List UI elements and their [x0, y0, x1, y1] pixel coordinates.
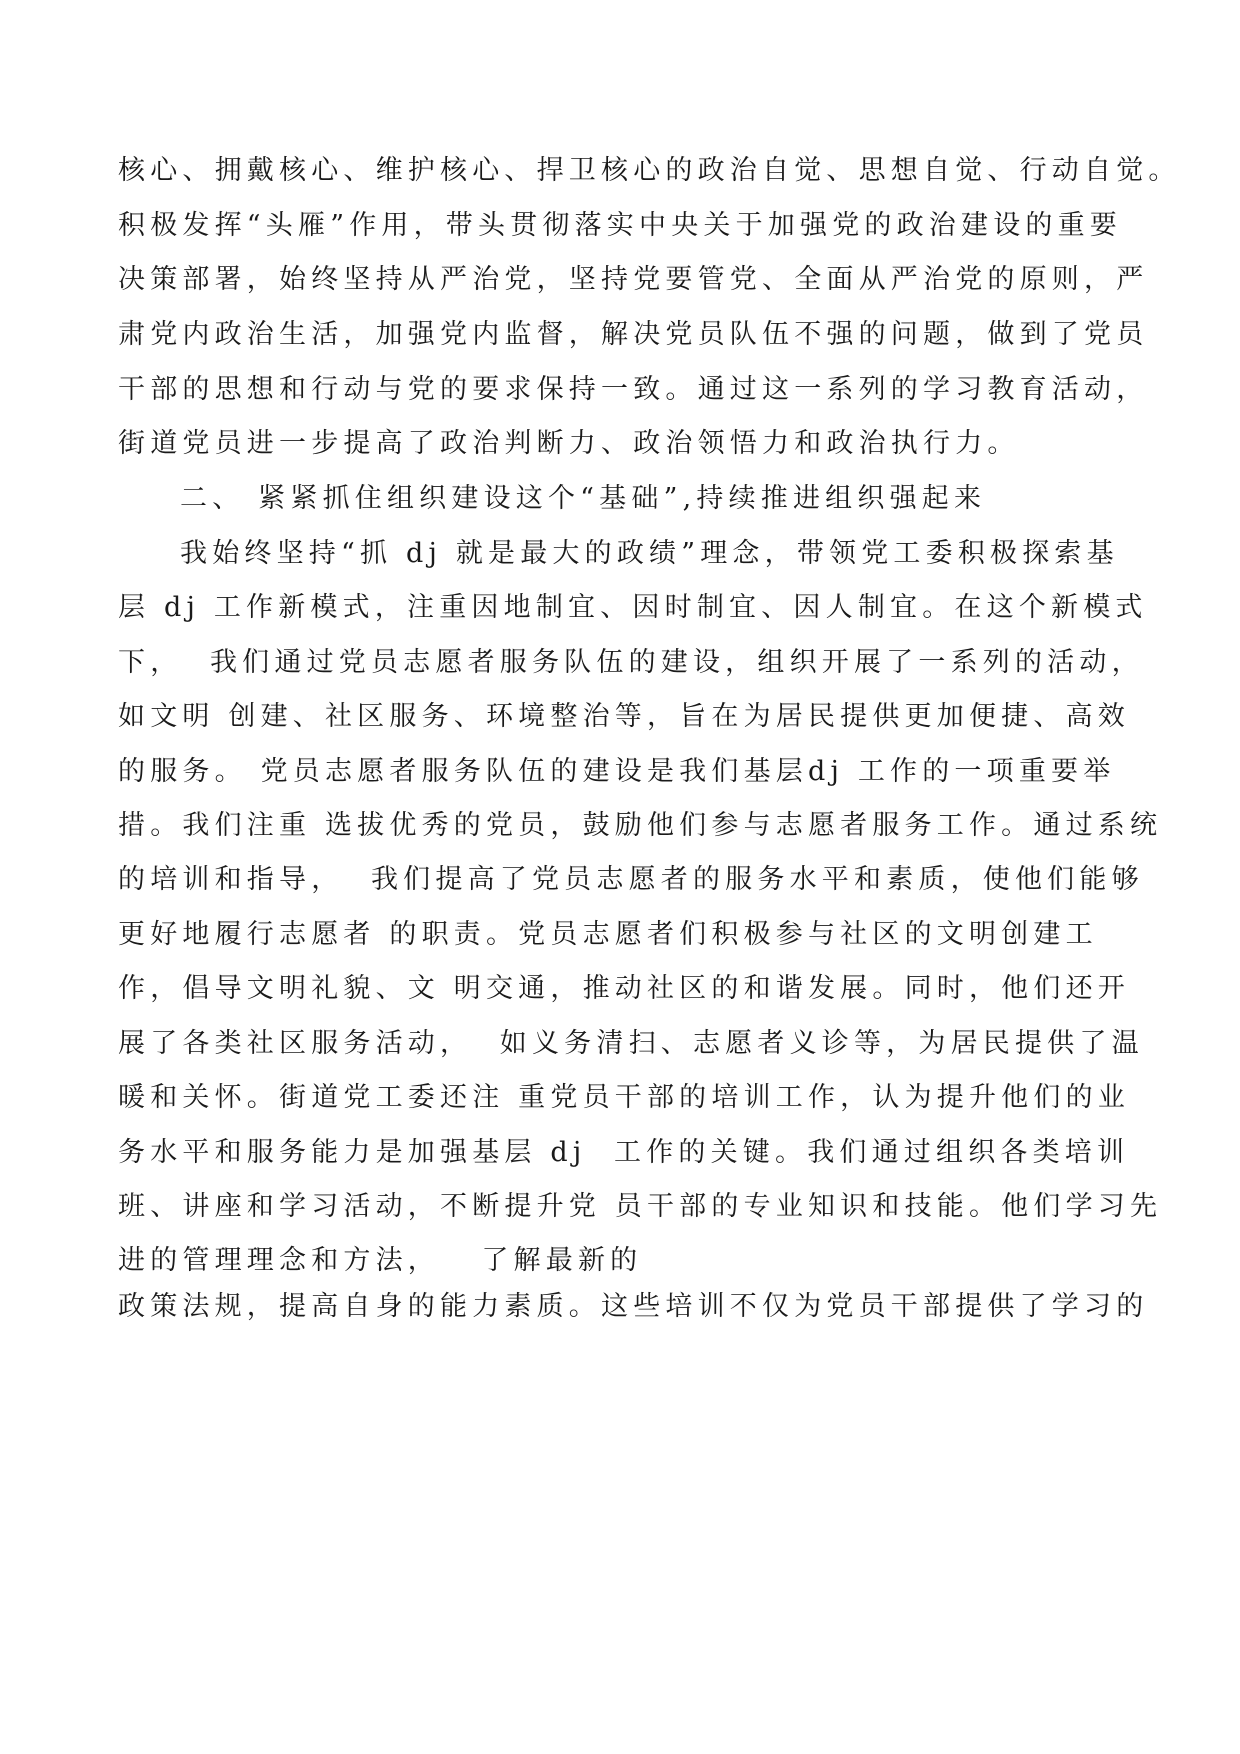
body-text-line: 层 dj 工作新模式，注重因地制宜、因时制宜、因人制宜。在这个新模式 [118, 592, 1148, 623]
body-text-line: 措。我们注重 选拔优秀的党员，鼓励他们参与志愿者服务工作。通过系统 [118, 810, 1163, 841]
body-text-line: 的培训和指导， 我们提高了党员志愿者的服务水平和素质，使他们能够 [118, 864, 1144, 895]
body-text-line: 更好地履行志愿者 的职责。党员志愿者们积极参与社区的文明创建工 [118, 919, 1098, 950]
body-text-line: 肃党内政治生活，加强党内监督，解决党员队伍不强的问题，做到了党员 [118, 319, 1149, 350]
body-text-line: 决策部署，始终坚持从严治党，坚持党要管党、全面从严治党的原则，严 [118, 264, 1149, 295]
body-text-line: 作，倡导文明礼貌、文 明交通，推动社区的和谐发展。同时，他们还开 [118, 973, 1130, 1004]
body-text-line: 干部的思想和行动与党的要求保持一致。通过这一系列的学习教育活动， [118, 374, 1149, 405]
body-text-line: 如文明 创建、社区服务、环境整治等，旨在为居民提供更加便捷、高效 [118, 701, 1130, 732]
body-text-line: 下， 我们通过党员志愿者服务队伍的建设，组织开展了一系列的活动， [118, 647, 1144, 678]
body-text-line: 政策法规，提高自身的能力素质。这些培训不仅为党员干部提供了学习的 [118, 1291, 1149, 1322]
body-text-line: 积极发挥“头雁”作用，带头贯彻落实中央关于加强党的政治建设的重要 [118, 210, 1123, 241]
body-text-line: 核心、拥戴核心、维护核心、捍卫核心的政治自觉、思想自觉、行动自觉。 [118, 155, 1181, 186]
section-heading: 二、 紧紧抓住组织建设这个“基础”,持续推进组织强起来 [180, 483, 987, 514]
body-text-line: 的服务。 党员志愿者服务队伍的建设是我们基层dj 工作的一项重要举 [118, 756, 1116, 787]
body-text-line: 街道党员进一步提高了政治判断力、政治领悟力和政治执行力。 [118, 428, 1020, 459]
body-text-line: 班、讲座和学习活动，不断提升党 员干部的专业知识和技能。他们学习先 [118, 1191, 1163, 1222]
body-text-line: 暖和关怀。街道党工委还注 重党员干部的培训工作，认为提升他们的业 [118, 1082, 1130, 1113]
body-text-line: 展了各类社区服务活动， 如义务清扫、志愿者义诊等，为居民提供了温 [118, 1028, 1144, 1059]
paragraph-first-line: 我始终坚持“抓 dj 就是最大的政绩”理念，带领党工委积极探索基 [180, 538, 1119, 569]
body-text-line: 进的管理理念和方法， 了解最新的 [118, 1245, 643, 1276]
body-text-line: 务水平和服务能力是加强基层 dj 工作的关键。我们通过组织各类培训 [118, 1137, 1130, 1168]
